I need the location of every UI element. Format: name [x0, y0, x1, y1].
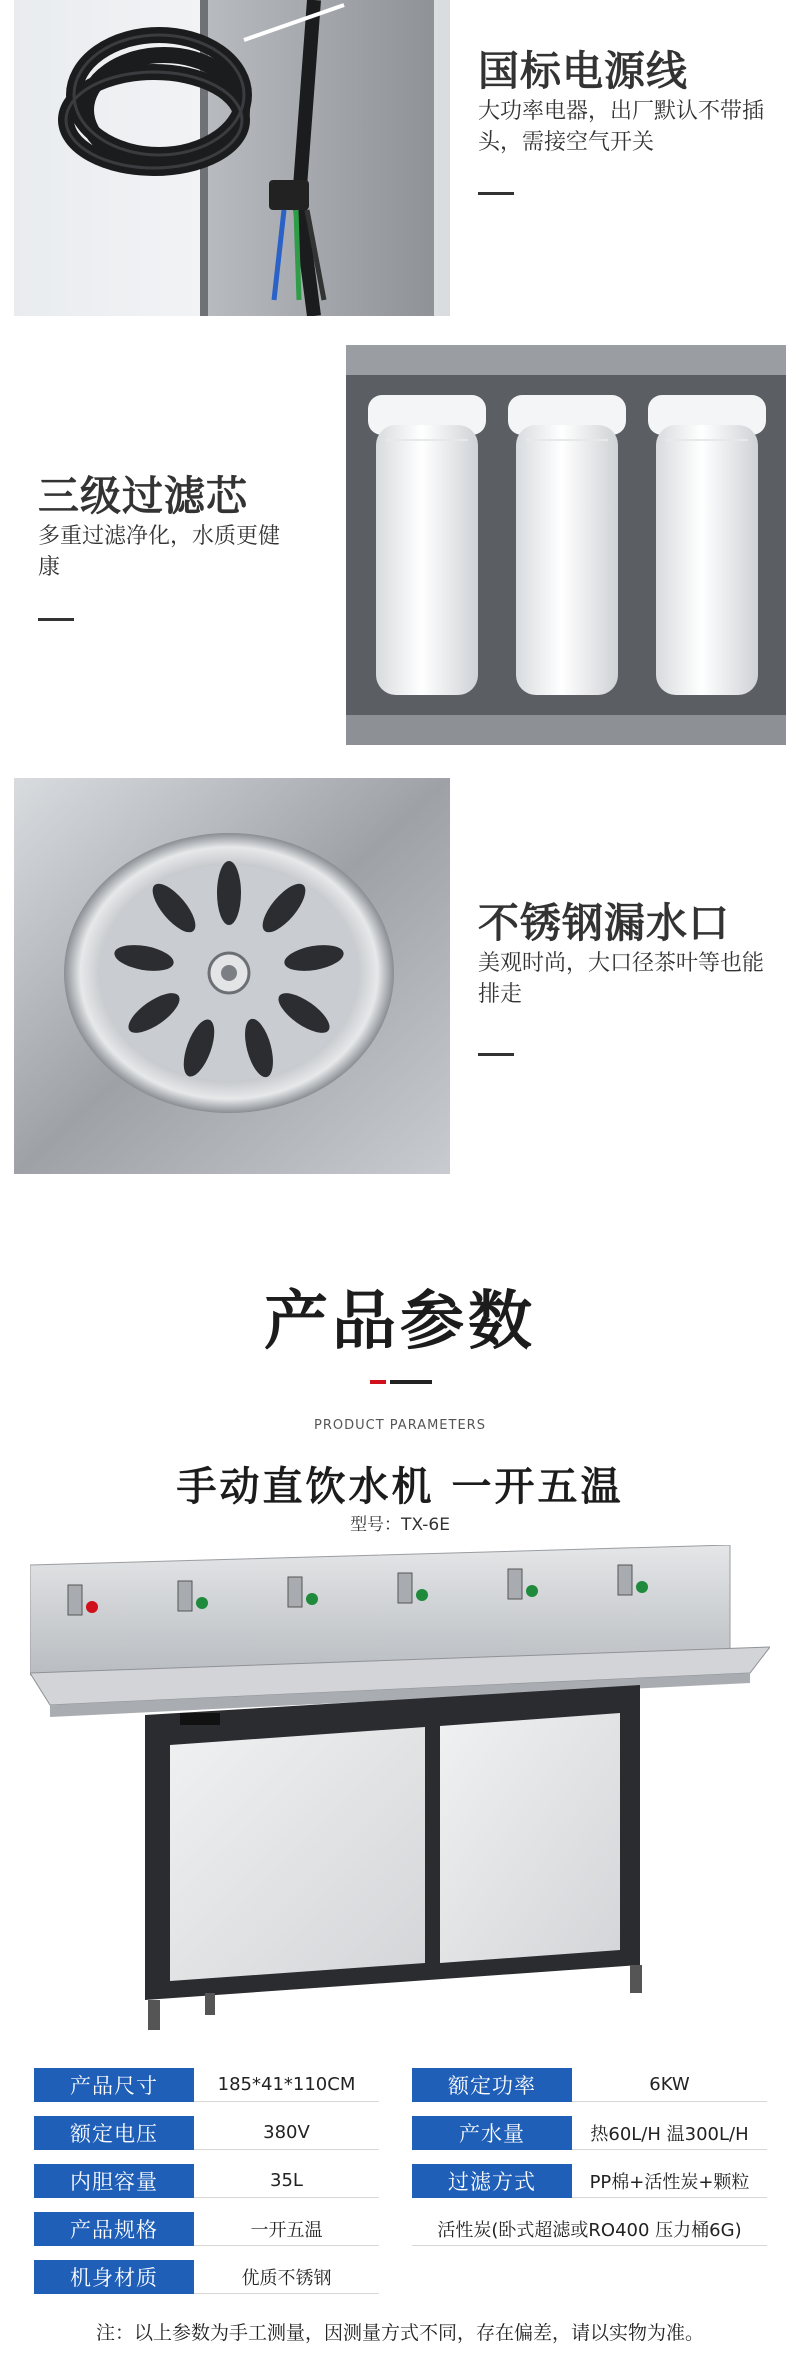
filter-cartridges-photo — [346, 345, 786, 745]
disclaimer-note: 注：以上参数为手工测量，因测量方式不同，存在偏差，请以实物为准。 — [95, 2322, 704, 2344]
feature-description: 美观时尚，大口径茶叶等也能排走 — [478, 951, 765, 1007]
spec-row-material — [34, 2260, 379, 2294]
feature-title: 不锈钢漏水口 — [478, 899, 730, 947]
spec-label: 产品尺寸 — [34, 2068, 194, 2102]
params-heading: 产品参数 — [264, 1285, 536, 1359]
spec-label: 过滤方式 — [412, 2164, 572, 2198]
drain-photo — [14, 778, 450, 1174]
divider-dash — [38, 618, 74, 621]
divider-dash — [478, 192, 514, 195]
spec-label: 产水量 — [412, 2116, 572, 2150]
spec-value: 35L — [194, 2164, 379, 2198]
feature-filters — [0, 345, 800, 755]
spec-row-filtration — [412, 2164, 767, 2198]
spec-value: 6KW — [572, 2068, 767, 2102]
spec-label: 机身材质 — [34, 2260, 194, 2294]
spec-row-capacity — [34, 2164, 379, 2198]
spec-filtration-detail: 活性炭(卧式超滤或RO400 压力桶6G) — [412, 2212, 767, 2246]
spec-row-spec — [34, 2212, 379, 2246]
feature-description: 多重过滤净化，水质更健康 — [38, 524, 281, 580]
spec-value: 一开五温 — [194, 2212, 379, 2246]
spec-label: 额定功率 — [412, 2068, 572, 2102]
divider-dash — [478, 1053, 514, 1056]
feature-title: 国标电源线 — [478, 47, 688, 95]
water-dispenser-image — [30, 1545, 770, 2045]
feature-title: 三级过滤芯 — [38, 472, 248, 520]
spec-value: 380V — [194, 2116, 379, 2150]
product-name: 手动直饮水机 一开五温 — [176, 1464, 624, 1510]
feature-description: 大功率电器，出厂默认不带插头，需接空气开关 — [478, 99, 765, 155]
spec-value: 优质不锈钢 — [194, 2260, 379, 2294]
feature-power-cord — [0, 0, 800, 330]
spec-row-size — [34, 2068, 379, 2102]
spec-row-voltage — [34, 2116, 379, 2150]
feature-drain — [0, 778, 800, 1178]
product-model: 型号：TX-6E — [350, 1515, 450, 1535]
heading-accent-bar — [370, 1380, 432, 1384]
spec-label: 产品规格 — [34, 2212, 194, 2246]
spec-label: 内胆容量 — [34, 2164, 194, 2198]
spec-row-output — [412, 2116, 767, 2150]
spec-value: 热60L/H 温300L/H — [572, 2116, 767, 2150]
spec-value: PP棉+活性炭+颗粒 — [572, 2164, 767, 2198]
spec-label: 额定电压 — [34, 2116, 194, 2150]
power-cord-photo — [14, 0, 450, 316]
params-subheading: PRODUCT PARAMETERS — [314, 1418, 486, 1433]
spec-row-power — [412, 2068, 767, 2102]
spec-value: 185*41*110CM — [194, 2068, 379, 2102]
